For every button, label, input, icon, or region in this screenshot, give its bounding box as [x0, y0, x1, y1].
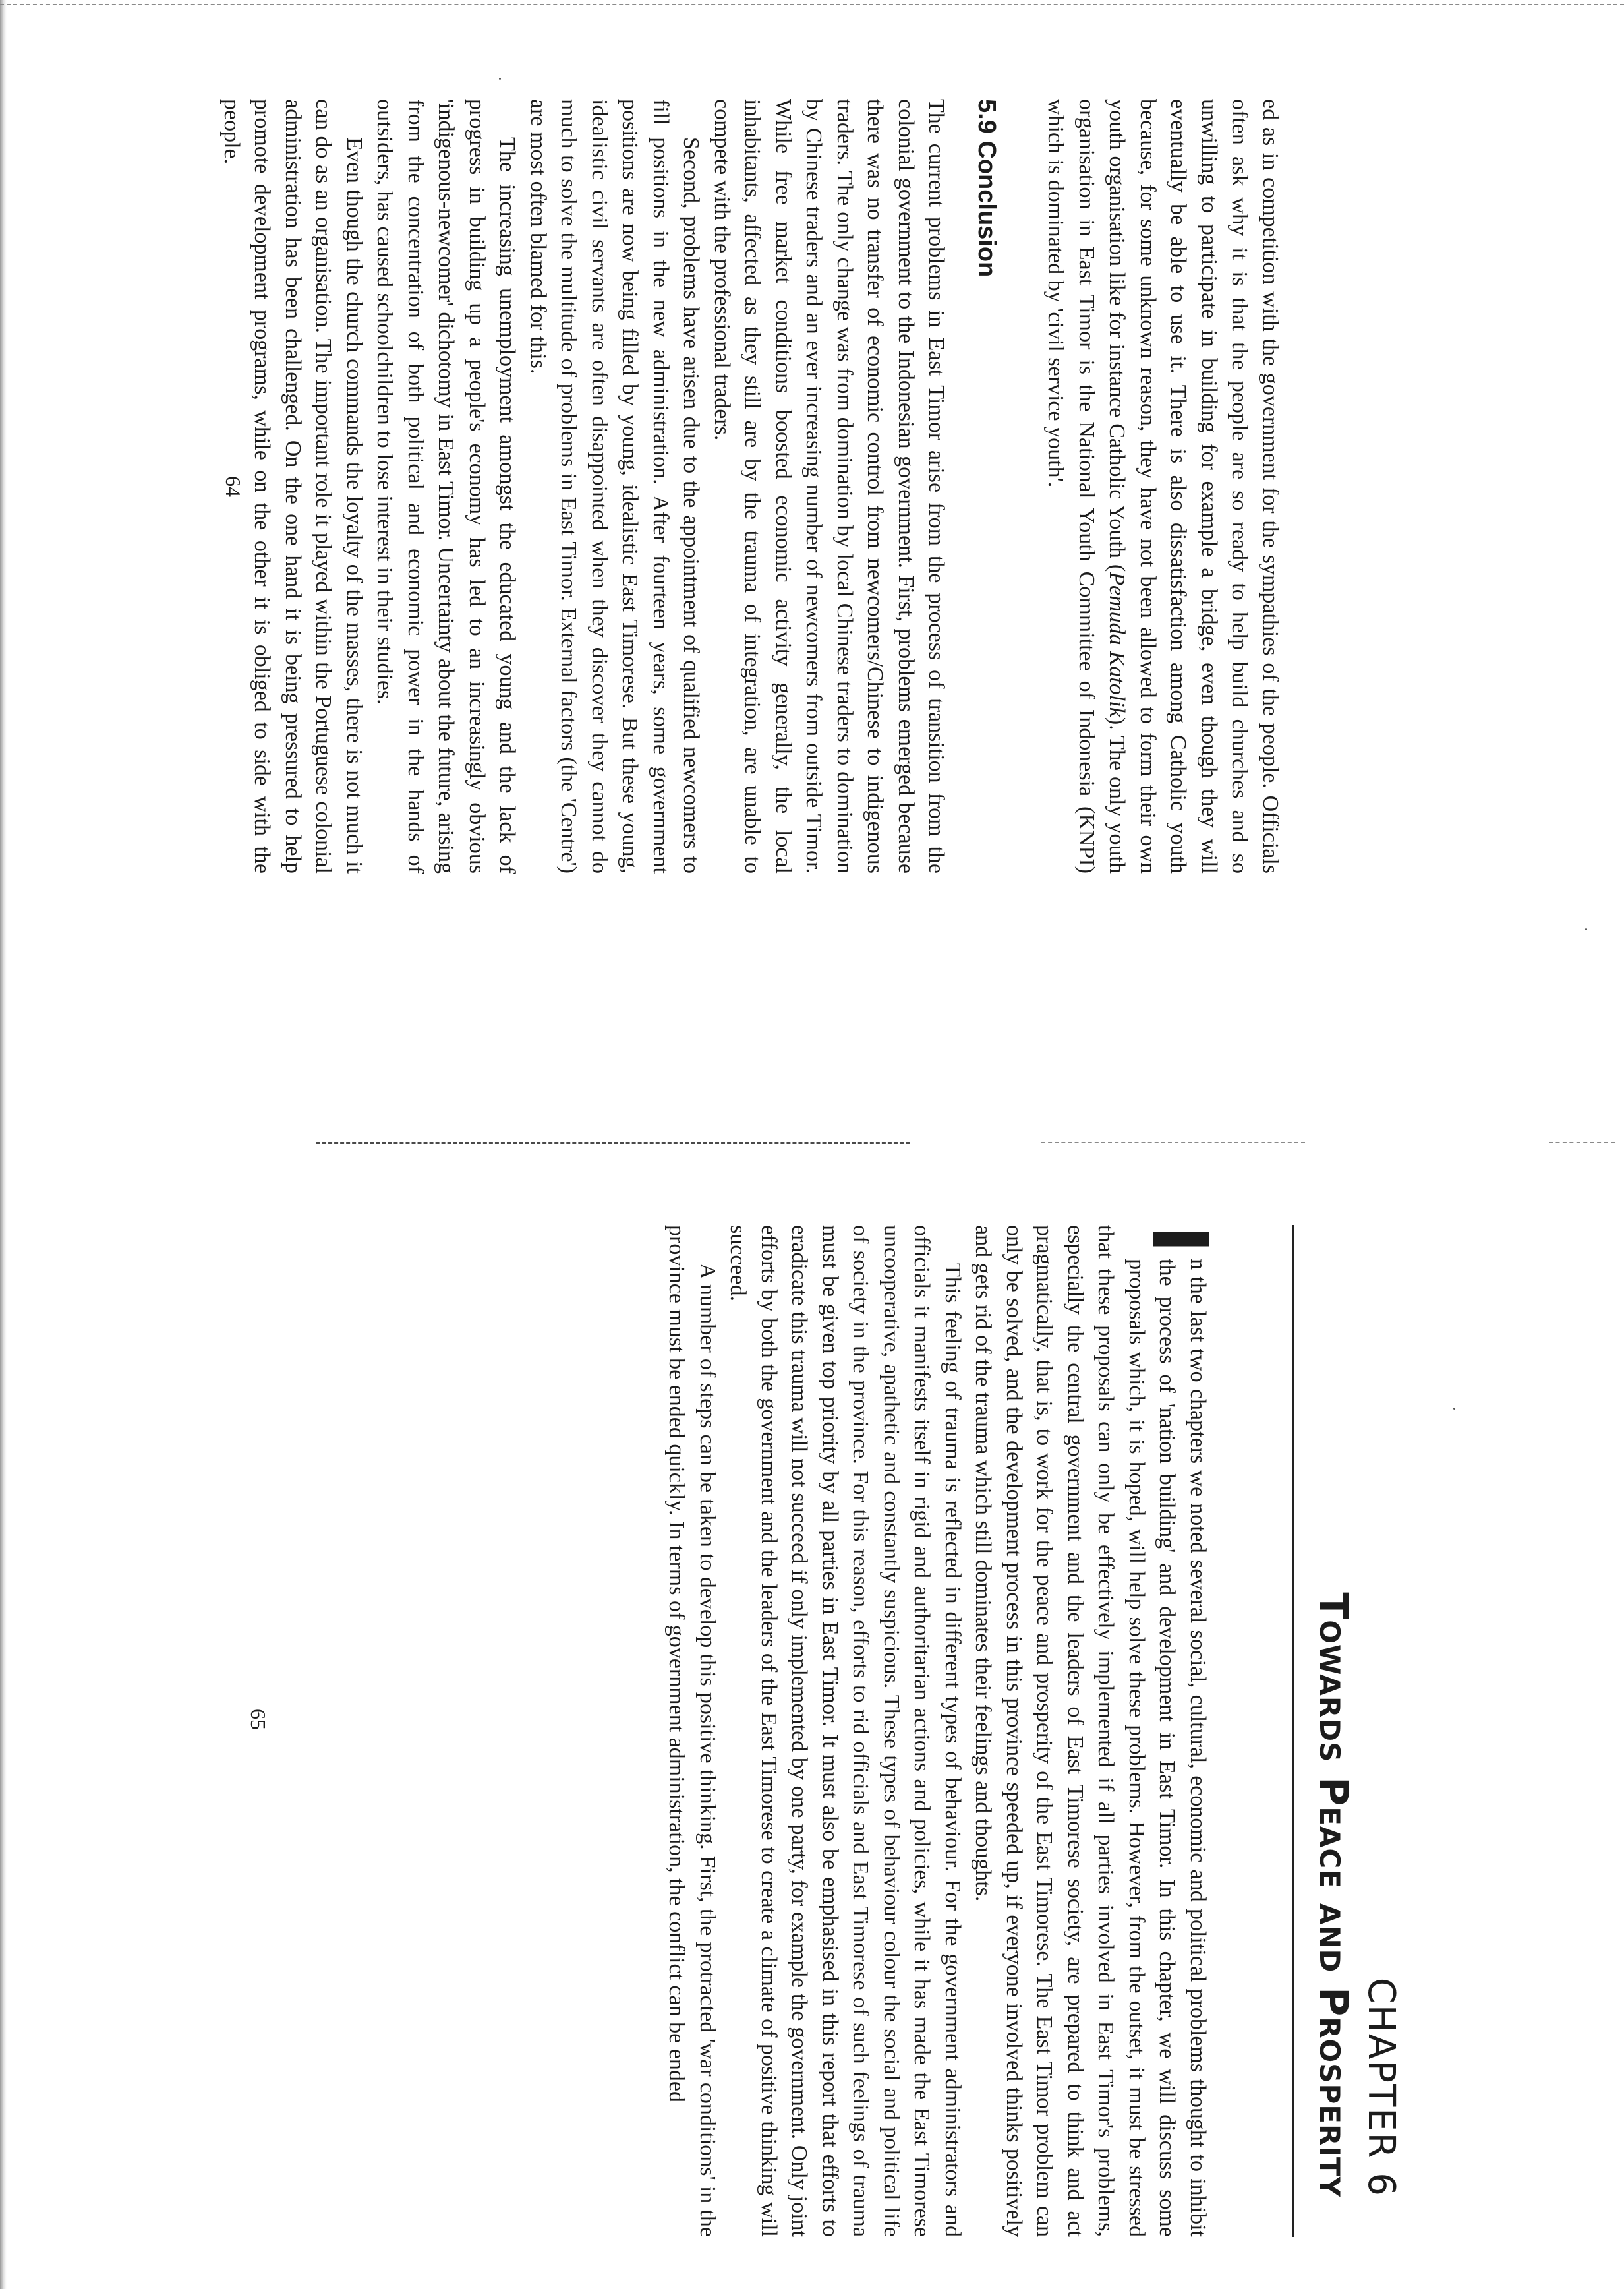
scan-binding-shadow [0, 0, 7, 2289]
scan-dash-artifact-middle-right [1041, 1142, 1305, 1143]
paragraph: The increasing unemployment amongst the educated young and the lack of progress in building up a people's economy has led to an increasingly obvious 'indigenous-newcomer' dichotomy in East Timor. Uncertainty about the future, arising from the concentration of both political and economic power in the hands of outsiders, has caused schoolchildren to lose interest in their studies. [372, 99, 520, 874]
scan-speck [1453, 1408, 1455, 1410]
scan-dash-artifact-middle [316, 1142, 910, 1144]
page-number: 64 [221, 476, 245, 497]
paragraph: A number of steps can be taken to develop this positive thinking. First, the protracted 'war conditions' in the province must be ended quickly. In terms of government administration, the conflict can be ended [664, 1225, 720, 2237]
paragraph: This feeling of trauma is reflected in different types of behaviour. For the government administrators and officials it manifests itself in rigid and authoritarian actions and policies, while it has made the East Timorese uncooperative, apathetic and constantly suspicious. These types of behaviour colour the social and political life of society in the province. For this reason, efforts to rid officials and East Timorese of such feelings of trauma must be given top priority by all parties in East Timor. It must also be emphasised in this report that efforts to eradicate this trauma will not succeed if only implemented by one party, for example the government. Only joint efforts by both the government and the leaders of the East Timorese to create a climate of positive thinking will succeed. [726, 1225, 965, 2237]
chapter-label: CHAPTER 6 [1360, 1977, 1403, 2197]
paragraph: Even though the church commands the loyalty of the masses, there is not much it can do as an organisation. The important role it played within the Portuguese colonial administration has been challenged. On the one hand it is being pressured to help promote development programs, while on the other it is obliged to side with the people. [219, 99, 366, 874]
paragraph: The current problems in East Timor arise from the process of transition from the colonial government to the Indonesian government. First, problems emerged because there was no transfer of economic control from newcomers/Chinese to indigenous traders. The only change was from domination by local Chinese traders to domination by Chinese traders and an ever increasing number of newcomers from outside Timor. While free market conditions boosted economic activity generally, the local inhabitants, affected as they still are by the trauma of integration, are unable to compete with the professional traders. [710, 99, 949, 874]
book-page-65 [171, 1225, 1404, 2237]
scan-dash-artifact-top [0, 4, 1624, 5]
opening-paragraph-text: n the last two chapters we noted several social, cultural, economic and political problems thought to inhibit the process of 'nation building' and development in East Timor. In this chapter, we will discuss some proposals which, it is hoped, will help solve these problems. However, from the outset, it must be stressed that these proposals can only be effectively implemented if all parties involved in East Timor's problems, especially the central government and the leaders of East Timorese society, are prepared to think and act pragmatically, that is, to work for the peace and prosperity of the East Timorese. The East Timor problem can only be solved, and the development process in this province speeded up, if everyone involved thinks positively and gets rid of the trauma which still dominates their feelings and thoughts. [971, 1225, 1210, 2237]
scan-dash-artifact-right [1549, 1142, 1615, 1143]
page-65-body [661, 1225, 1224, 2237]
continuation-paragraph [1040, 99, 1285, 874]
chapter-title-rule [1292, 1225, 1294, 2237]
book-page-64 [198, 99, 1285, 874]
chapter-title: Towards Peace and Prosperity [1310, 1592, 1356, 2197]
drop-cap: I [1135, 1225, 1224, 1254]
opening-paragraph [968, 1225, 1224, 2237]
page-number: 65 [246, 1709, 270, 1730]
scan-speck [1585, 928, 1587, 930]
continuation-text: ed as in competition with the government for the sympathies of the people. Officials often ask why it is that the people are so ready to help build churches and so unwilling to participate in building for example a bridge, even though they will eventually be able to use it. There is also dissatisfaction among Catholic youth because, for some unknown reason, they have not been allowed to form their own youth organisation like for instance Catholic Youth ( [1105, 99, 1283, 874]
paragraph: Second, problems have arisen due to the appointment of qualified newcomers to fill positions in the new administration. After fourteen years, some government positions are now being filled by young, idealistic East Timorese. But these young, idealistic civil servants are often disappointed when they discover they cannot do much to solve the multitude of problems in East Timor. External factors (the 'Centre') are most often blamed for this. [526, 99, 704, 874]
section-heading: 5.9 Conclusion [973, 99, 1000, 278]
scan-speck [499, 78, 501, 80]
continuation-text-end: ). The only youth organisation in East Timor is the National Youth Committee of Indonesia (KNPI) which is dominated by 'civil service youth'. [1043, 99, 1130, 874]
continuation-italic-term: Pemuda Katolik [1105, 572, 1130, 717]
page-64-body [216, 99, 1286, 874]
